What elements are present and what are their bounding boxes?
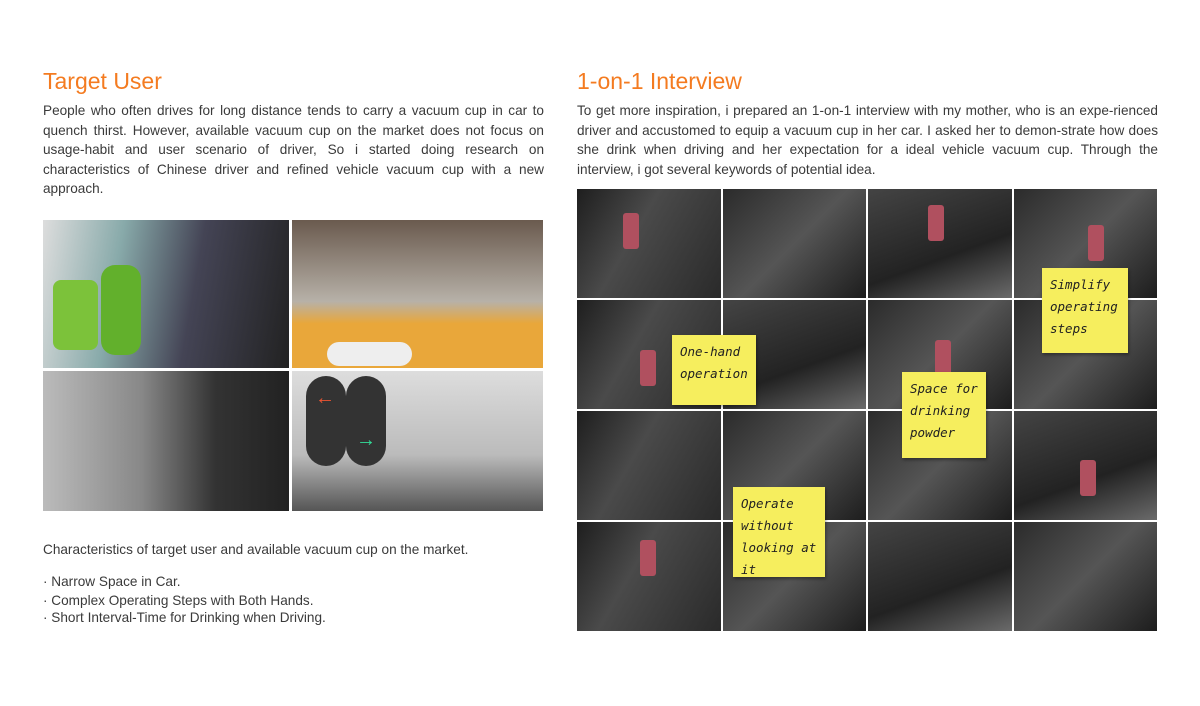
photo-taxi-driver [292, 220, 543, 368]
vacuum-cup [935, 340, 951, 376]
interview-photo [723, 189, 867, 298]
bullet-item: · Complex Operating Steps with Both Hands. [43, 592, 314, 608]
photo-bus-driver-drinking [43, 371, 289, 511]
interview-title: 1-on-1 Interview [577, 68, 742, 94]
interview-photo [577, 189, 721, 298]
green-arrow-icon: → [356, 429, 376, 451]
interview-photo [868, 522, 1012, 631]
red-arrow-icon: ← [315, 387, 335, 409]
sticky-note: Simplify operating steps [1042, 268, 1128, 353]
vacuum-cup [1080, 460, 1096, 496]
sticky-note: Operate without looking at it [733, 487, 825, 577]
target-user-title: Target User [43, 68, 162, 94]
photo-driver-with-green-cups [43, 220, 289, 368]
vacuum-cup [928, 205, 944, 241]
characteristics-list [43, 572, 326, 626]
interview-intro: To get more inspiration, i prepared an 1-on-1 interview with my mother, who is an expe-rienced driver and accustomed to equip a vacuum cup in her car. I asked her to demon-strate how does she drink when driving and her expectation for a ideal vehicle vacuum cup. Through the interview, i got several keywords of potential idea. [577, 103, 1158, 177]
bullet-item: · Short Interval-Time for Drinking when Driving. [43, 609, 326, 625]
vacuum-cup [1088, 225, 1104, 261]
sticky-note: One-hand operation [672, 335, 756, 405]
vacuum-cup [623, 213, 639, 249]
characteristics-caption: Characteristics of target user and available vacuum cup on the market. [43, 542, 469, 557]
photo-traffic-lights [292, 371, 543, 511]
interview-photo [577, 411, 721, 520]
interview-photo-grid [577, 189, 1157, 631]
interview-photo [1014, 522, 1158, 631]
sticky-note: Space for drinking powder [902, 372, 986, 458]
bullet-item: · Narrow Space in Car. [43, 574, 181, 589]
target-user-intro: People who often drives for long distance tends to carry a vacuum cup in car to quench thirst. However, available vacuum cup on the market does not focus on usage-habit and user scenario of driver, So i started doing research on characteristics of Chinese driver and refined vehicle vacuum cup with a new approach. [43, 103, 544, 197]
vacuum-cup [640, 540, 656, 576]
vacuum-cup [640, 350, 656, 386]
interview-photo [577, 522, 721, 631]
